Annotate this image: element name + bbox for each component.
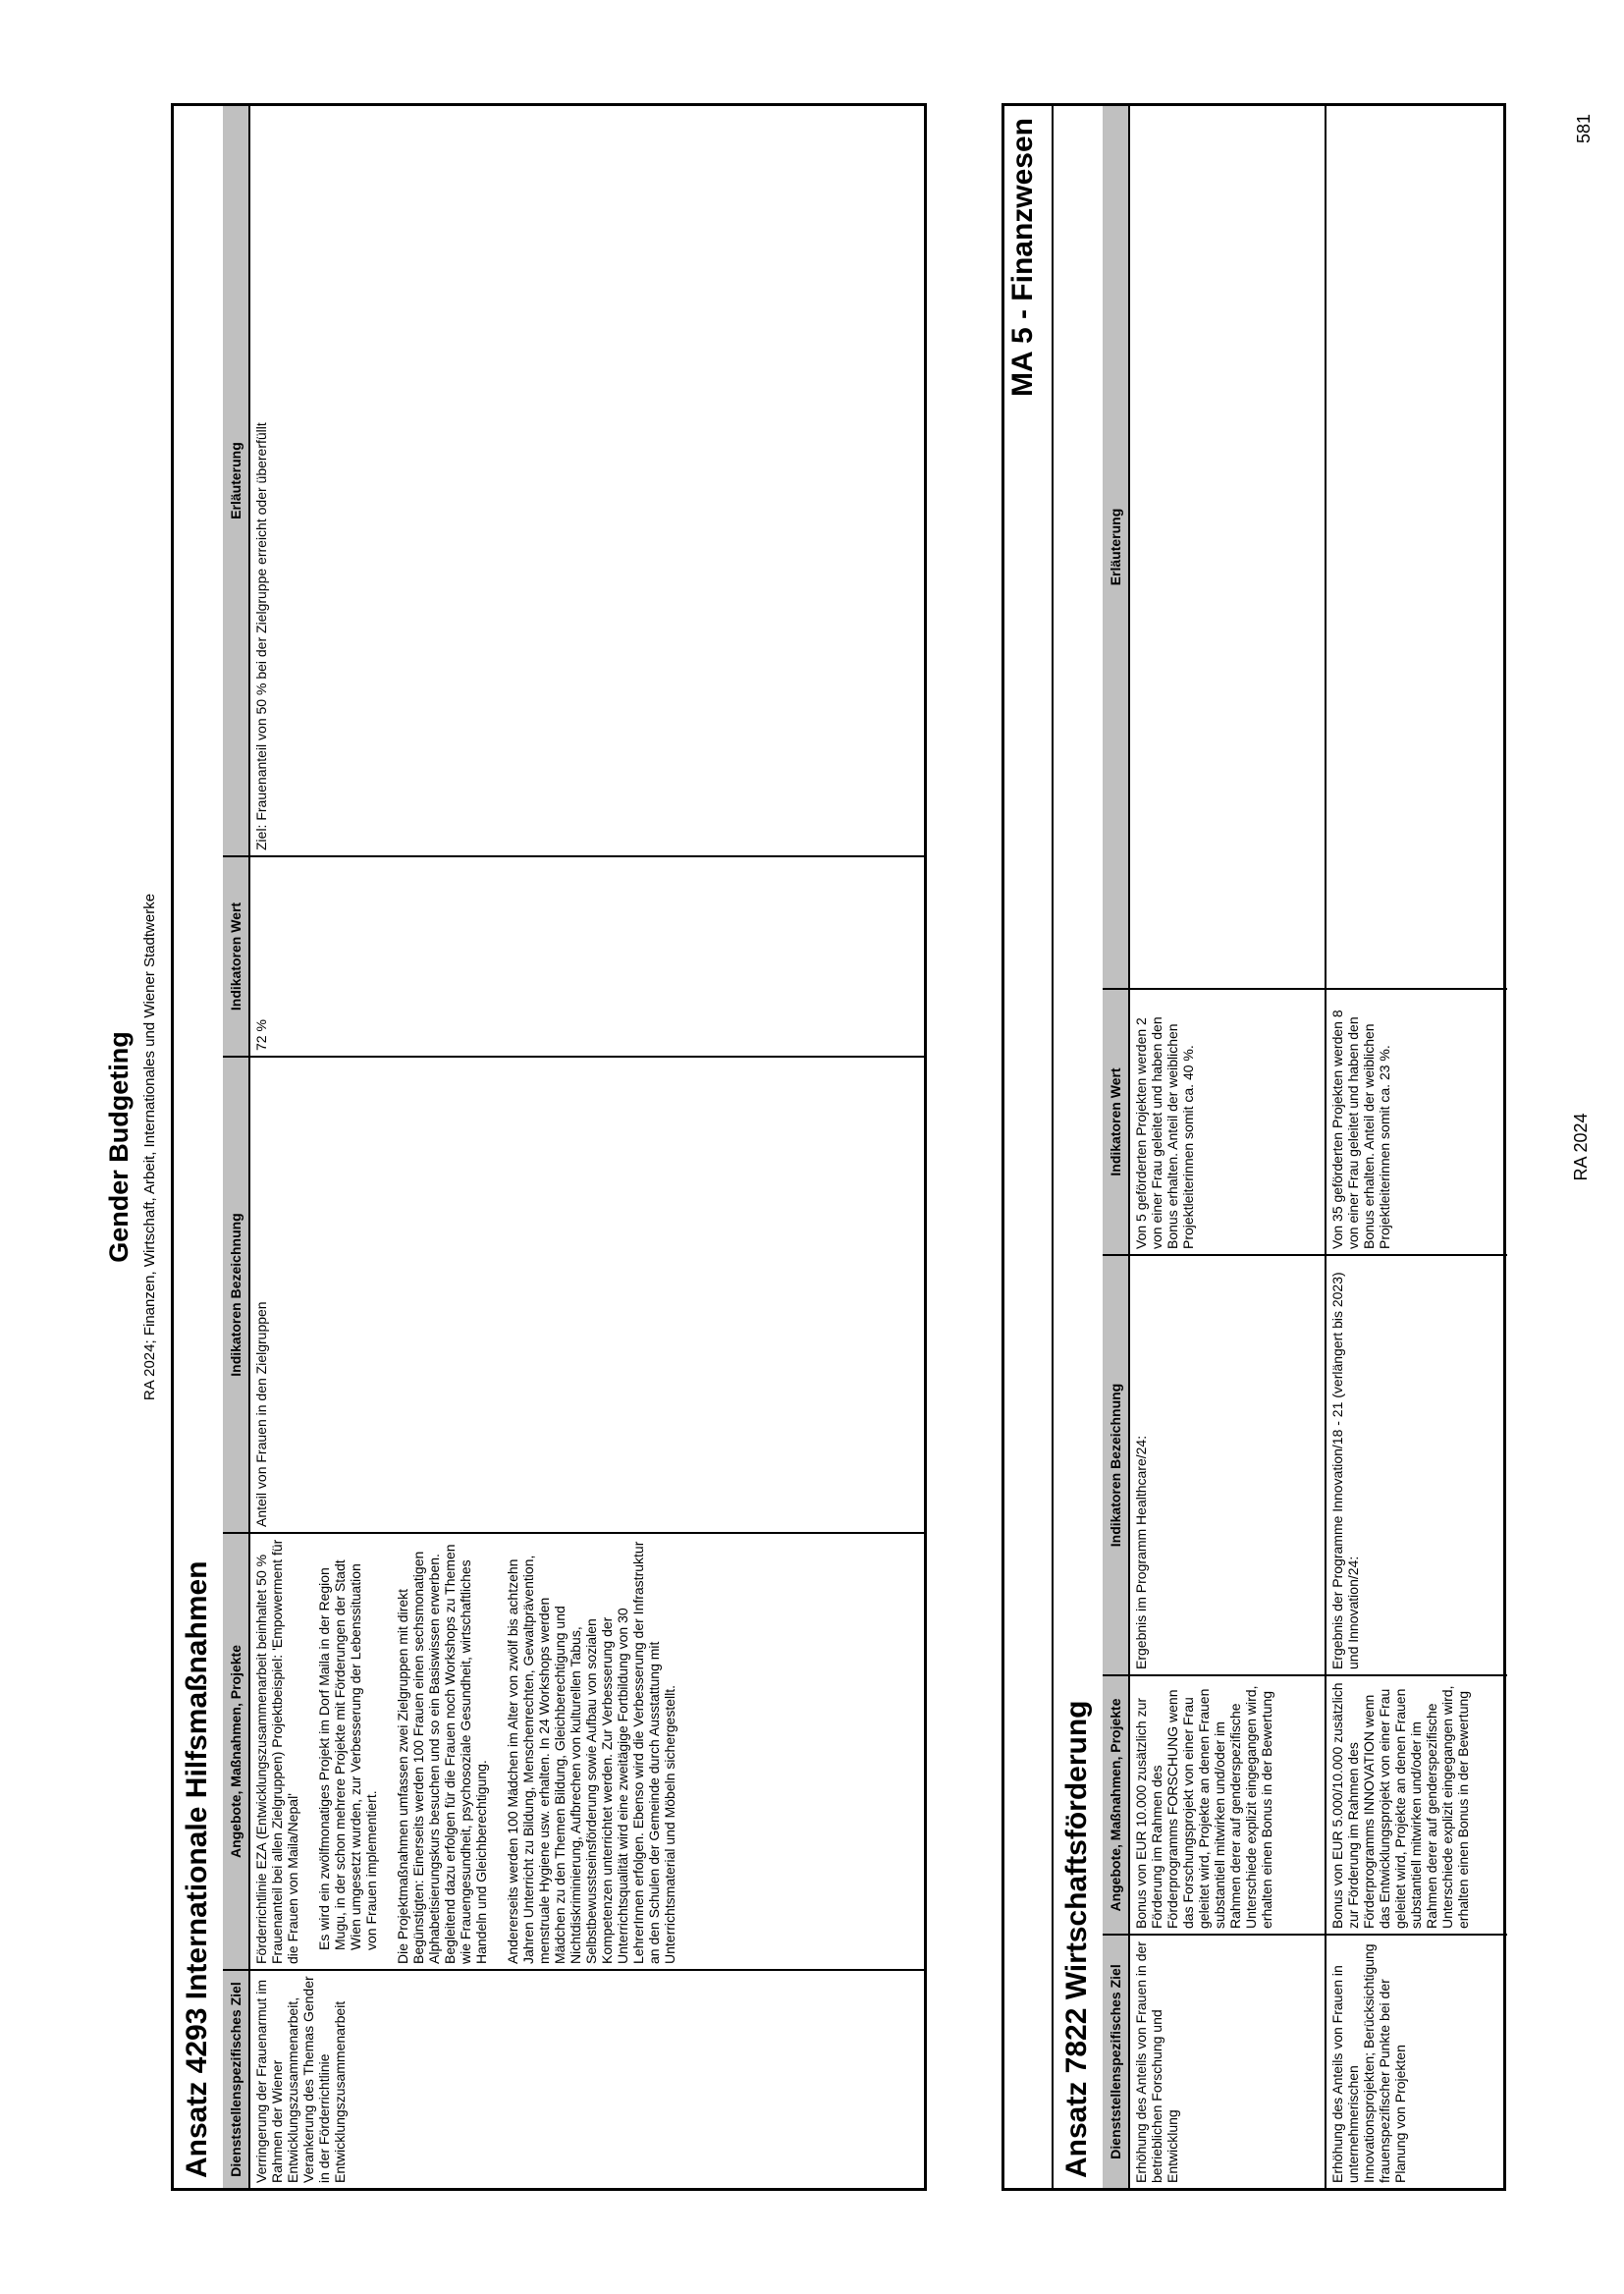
- cell-ziel: Verringerung der Frauenarmut im Rahmen der Wiener Entwicklungszusammenarbeit, Verankerung des Themas Gender in der Förderrichtlinie Entwicklungszusammenarbeit: [249, 1970, 925, 2188]
- section-title: Ansatz 7822 Wirtschaftsförderung: [1060, 1700, 1093, 2178]
- department-band: [1004, 106, 1054, 2188]
- cell-indikator-wert: 72 %: [249, 856, 925, 1057]
- cell-erlaeuterung: [1326, 106, 1507, 989]
- department-title: MA 5 - Finanzwesen: [1006, 118, 1039, 397]
- col-header-erlaeuterung: Erläuterung: [223, 106, 249, 856]
- massnahmen-paragraph: Förderrichtlinie EZA (Entwicklungszusammenarbeit beinhaltet 50 % Frauenanteil bei allen Zielgruppen) Projektbeispiel: 'Empowerment für die Frauen von Maila/Nepal': [253, 1539, 300, 1964]
- cell-indikator-wert: Von 5 geförderten Projekten werden 2 von einer Frau geleitet und haben den Bonus erhalten. Anteil der weiblichen Projektleiterinnen somit ca. 40 %.: [1129, 989, 1326, 1255]
- cell-indikator-bezeichnung: Ergebnis im Programm Healthcare/24:: [1129, 1255, 1326, 1675]
- cell-massnahmen: Bonus von EUR 5.000/10.000 zusätzlich zur Förderung im Rahmen des Förderprogramms INNOVATION wenn das Entwicklungsprojekt von einer Frau geleitet wird, Projekte an denen Frauen substantiell mitwirken und/oder im Rahmen derer auf genderspezifische Unterschiede explizit eingegangen wird, erhalten einen Bonus in der Bewertung: [1326, 1675, 1507, 1935]
- col-header-ziel: Dienststellenspezifisches Ziel: [1103, 1935, 1129, 2188]
- table-row: [1129, 106, 1326, 2188]
- col-header-indikator-bezeichnung: Indikatoren Bezeichnung: [223, 1057, 249, 1533]
- col-header-indikator-wert: Indikatoren Wert: [1103, 989, 1129, 1255]
- cell-massnahmen: [249, 1533, 925, 1970]
- col-header-ziel: Dienststellenspezifisches Ziel: [223, 1970, 249, 2188]
- section-title: Ansatz 4293 Internationale Hilfsmaßnahmen: [181, 1560, 213, 2178]
- table-4293: [223, 106, 925, 2188]
- cell-ziel: Erhöhung des Anteils von Frauen in unternehmerischen Innovationsprojekten; Berücksichtigung frauenspezifischer Punkte bei der Planung von Projekten: [1326, 1935, 1507, 2188]
- cell-ziel: Erhöhung des Anteils von Frauen in der betrieblichen Forschung und Entwicklung: [1129, 1935, 1326, 2188]
- footer-report-label: RA 2024: [1571, 1113, 1591, 1181]
- massnahmen-paragraph: Die Projektmaßnahmen umfassen zwei Zielgruppen mit direkt Begünstigten: Einerseits werden 100 Frauen einen sechsmonatigen Alphabetisierungskurs besuchen und so ein Basiswissen erwerben. Begleitend dazu erfolgen für die Frauen noch Workshops zu Themen wie Frauengesundheit, psychosoziale Gesundheit, wirtschaftliches Handeln und Gleichberechtigung.: [395, 1544, 489, 1964]
- cell-indikator-bezeichnung: Ergebnis der Programme Innovation/18 - 21 (verlängert bis 2023) und Innovation/24:: [1326, 1255, 1507, 1675]
- cell-erlaeuterung: [1129, 106, 1326, 989]
- section-title-band: [1054, 106, 1103, 2188]
- massnahmen-paragraph: Andererseits werden 100 Mädchen im Alter von zwölf bis achtzehn Jahren Unterricht zu Bildung, Menschenrechten, Gewaltprävention, menstruale Hygiene usw. erhalten. In 24 Workshops werden Mädchen zu den Themen Bildung, Gleichberechtigung und Nichtdiskriminierung, Aufbrechen von kulturellen Tabus, Selbstbewusstseinsförderung sowie Aufbau von sozialen Kompetenzen unterrichtet werden. Zur Verbesserung der Unterrichtsqualität wird eine zweitägige Fortbildung von 30 LehrerInnen erfolgen. Ebenso wird die Verbesserung der Infrastruktur an den Schulen der Gemeinde durch Ausstattung mit Unterrichtsmaterial und Möbeln sichergestellt.: [505, 1541, 677, 1964]
- section-title-band: [174, 106, 223, 2188]
- page-number: 581: [1574, 113, 1594, 143]
- col-header-indikator-bezeichnung: Indikatoren Bezeichnung: [1103, 1255, 1129, 1675]
- massnahmen-paragraph: Es wird ein zwölfmonatiges Projekt im Dorf Maila in der Region Mugu, in der schon mehrere Projekte mit Förderungen der Stadt Wien umgesetzt wurden, zur Verbesserung der Lebenssituation von Frauen implementiert.: [316, 1559, 379, 1950]
- section-4293: [171, 103, 927, 2191]
- col-header-massnahmen: Angebote, Maßnahmen, Projekte: [1103, 1675, 1129, 1935]
- cell-indikator-bezeichnung: Anteil von Frauen in den Zielgruppen: [249, 1057, 925, 1533]
- col-header-indikator-wert: Indikatoren Wert: [223, 856, 249, 1057]
- cell-indikator-wert: Von 35 geförderten Projekten werden 8 von einer Frau geleitet und haben den Bonus erhalten. Anteil der weiblichen Projektleiterinnen somit ca. 23 %.: [1326, 989, 1507, 1255]
- page-subtitle: RA 2024; Finanzen, Wirtschaft, Arbeit, Internationales und Wiener Stadtwerke: [141, 893, 158, 1401]
- table-header-row: [223, 106, 249, 2188]
- section-7822: [1001, 103, 1506, 2191]
- table-header-row: [1103, 106, 1129, 2188]
- cell-massnahmen: Bonus von EUR 10.000 zusätzlich zur Förderung im Rahmen des Förderprogramms FORSCHUNG wenn das Forschungsprojekt von einer Frau geleitet wird, Projekte an denen Frauen substantiell mitwirken und/oder im Rahmen derer auf genderspezifische Unterschiede explizit eingegangen wird, erhalten einen Bonus in der Bewertung: [1129, 1675, 1326, 1935]
- page-title: Gender Budgeting: [104, 1031, 134, 1263]
- table-row: [1326, 106, 1507, 2188]
- table-row: [249, 106, 925, 2188]
- table-7822: [1103, 106, 1507, 2188]
- col-header-massnahmen: Angebote, Maßnahmen, Projekte: [223, 1533, 249, 1970]
- col-header-erlaeuterung: Erläuterung: [1103, 106, 1129, 989]
- cell-erlaeuterung: Ziel: Frauenanteil von 50 % bei der Zielgruppe erreicht oder übererfüllt: [249, 106, 925, 856]
